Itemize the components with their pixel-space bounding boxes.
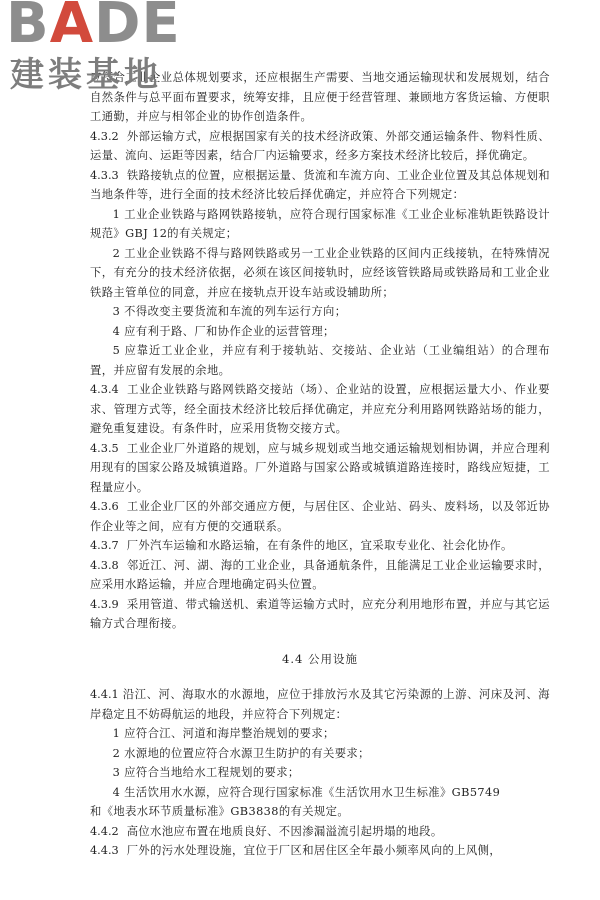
clause-4-4-3 [90, 841, 550, 861]
list-item: 2 工业企业铁路不得与路网铁路或另一工业企业铁路的区间内正线接轨，在特殊情况下，有充分的技术经济依据，必须在该区间接轨时，应经该管铁路局或铁路局和工业企业铁路主管单位的同意，并应在接轨点开设车站或设辅助所； [90, 246, 550, 299]
section-title: 4.4 公用设施 [282, 651, 358, 666]
list-item: 1 应符合江、河道和海岸整治规划的要求； [112, 727, 335, 740]
clause-number: 4.3.2 [90, 129, 119, 143]
clause-number: 4.4.3 [90, 844, 119, 857]
clause-4-3-3 [90, 166, 550, 205]
logo-subtitle: 建装基地 [10, 55, 162, 95]
clause-4-4-1 [90, 685, 550, 724]
clause-number: 4.4.2 [90, 824, 119, 838]
clause-4-3-8 [90, 556, 550, 595]
clause-number: 4.3.9 [90, 597, 119, 611]
clause-text: 铁路接轨点的位置，应根据运量、货流和车流方向、工业企业位置及其总体规划和当地条件等，进行全面的技术经济比较后择优确定，并应符合下列规定： [90, 168, 551, 201]
list-item: 1 工业企业铁路与路网铁路接轨，应符合现行国家标准《工业企业标准轨距铁路设计规范》GBJ 12的有关规定； [90, 207, 550, 240]
clause-text: 工业企业厂外道路的规划，应与城乡规划或当地交通运输规划相协调，并应合理利用现有的国家公路及城镇道路。厂外道路与国家公路或城镇道路连接时，路线应短捷，工程量应小。 [90, 441, 551, 494]
clause-number: 4.3.3 [90, 168, 119, 182]
clause-4-4-2 [90, 822, 550, 842]
list-item: 3 不得改变主要货流和车流的列车运行方向； [112, 305, 347, 318]
clause-text: 邻近江、河、湖、海的工业企业，具备通航条件，且能满足工业企业运输要求时，应采用水路运输，并应合理地确定码头位置。 [90, 558, 551, 591]
clause-4-3-5 [90, 439, 550, 498]
clause-4-3-6 [90, 497, 550, 536]
clause-4-3-4 [90, 380, 550, 439]
clause-number: 4.4.1 [90, 688, 119, 701]
clause-text: 工业企业厂区的外部交通应方便，与居住区、企业站、码头、废料场，以及邻近协作企业等之间，应有方便的交通联系。 [90, 500, 551, 533]
spacer [90, 634, 550, 650]
clause-text: 外部运输方式，应根据国家有关的技术经济政策、外部交通运输条件、物料性质、运量、流向、运距等因素，结合厂内运输要求，经多方案技术经济比较后，择优确定。 [90, 129, 551, 162]
clause-4-3-2 [90, 127, 550, 166]
logo-wordmark: BADE [6, 0, 181, 56]
list-item: 4 应有利于路、厂和协作企业的运营管理； [112, 324, 335, 338]
clause-number: 4.3.4 [90, 383, 119, 396]
list-item: 3 应符合当地给水工程规划的要求； [112, 766, 300, 779]
spacer [90, 669, 550, 685]
clause-text: 采用管道、带式输送机、索道等运输方式时，应充分利用地形布置，并应与其它运输方式合理衔接。 [90, 597, 551, 630]
document-body [90, 68, 550, 861]
brand-logo [4, 2, 194, 102]
clause-number: 4.3.7 [90, 539, 119, 552]
clause-number: 4.3.8 [90, 558, 119, 572]
clause-4-3-9 [90, 595, 550, 634]
clause-4-3-1-text: 应符合工业企业总体规划要求，还应根据生产需要、当地交通运输现状和发展规划，结合自然条件与总平面布置要求，统筹安排，且应便于经营管理、兼顾地方客货运输、方便职工通勤，并应与相邻企业的协作创造条件。 [90, 71, 550, 123]
clause-text: 高位水池应布置在地质良好、不因渗漏溢流引起坍塌的地段。 [126, 824, 443, 838]
clause-text: 厂外汽车运输和水路运输，在有条件的地区，宜采取专业化、社会化协作。 [126, 539, 513, 552]
clause-4-3-7 [90, 536, 550, 556]
clause-text: 工业企业铁路与路网铁路交接站（场）、企业站的设置，应根据运量大小、作业要求、管理方式等，经全面技术经济比较后择优确定，并应充分利用路网铁路站场的能力，避免重复建设。有条件时，应采用货物交接方式。 [90, 383, 550, 435]
clause-text: 厂外的污水处理设施，宜位于厂区和居住区全年最小频率风向的上风侧， [126, 844, 502, 857]
list-item: 2 水源地的位置应符合水源卫生防护的有关要求； [112, 746, 370, 760]
clause-number: 4.3.6 [90, 500, 119, 513]
clause-number: 4.3.5 [90, 441, 119, 455]
list-item: 5 应靠近工业企业，并应有利于接轨站、交接站、企业站（工业编组站）的合理布置，并应留有发展的余地。 [90, 344, 550, 377]
clause-text: 沿江、河、海取水的水源地，应位于排放污水及其它污染源的上游、河床及河、海岸稳定且不妨碍航运的地段，并应符合下列规定： [90, 688, 550, 721]
list-item: 4 生活饮用水水源，应符合现行国家标准《生活饮用水卫生标准》GB5749 [112, 785, 501, 799]
list-item-continuation: 和《地表水环节质量标准》GB3838的有关规定。 [90, 805, 350, 818]
